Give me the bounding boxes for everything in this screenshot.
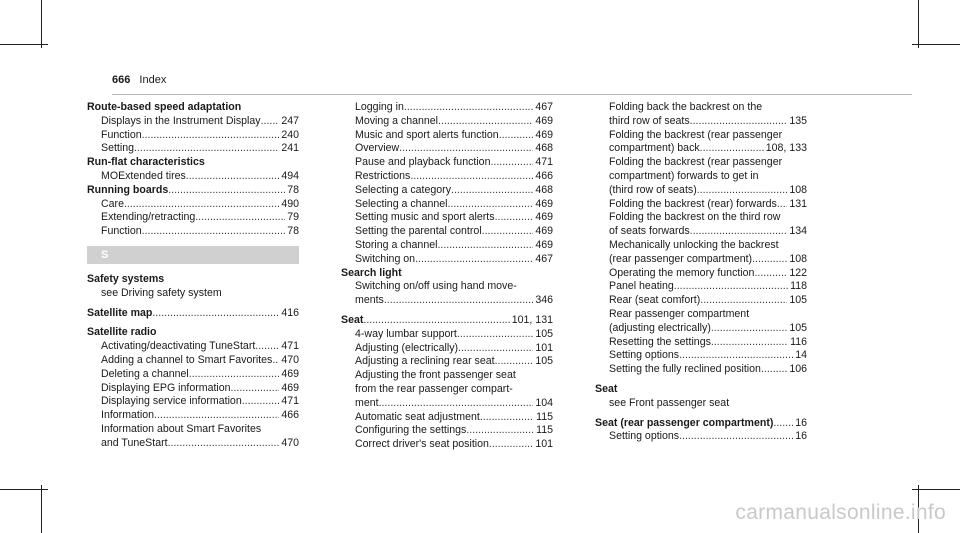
leader-dots: [231, 382, 280, 396]
leader-dots: [711, 336, 788, 350]
page-ref: 16: [795, 416, 807, 429]
leader-dots: [674, 280, 788, 294]
entry-text: from the rear passenger compart-: [355, 382, 513, 395]
index-entry[interactable]: [87, 225, 299, 239]
index-entry[interactable]: [341, 115, 553, 129]
leader-dots: [363, 314, 509, 328]
index-entry[interactable]: [595, 184, 807, 198]
index-entry[interactable]: [341, 170, 553, 184]
index-sublist: [87, 198, 299, 239]
watermark: carmanualsonline.info: [735, 501, 946, 524]
index-entry[interactable]: [341, 355, 553, 369]
index-entry[interactable]: [595, 417, 807, 431]
entry-text: Folding the backrest (rear passenger: [609, 156, 783, 169]
entry-text: Function: [101, 225, 142, 238]
leader-dots: [679, 349, 793, 363]
leader-dots: [495, 355, 534, 369]
leader-dots: [679, 430, 793, 444]
index-column-2: [341, 101, 553, 452]
page-ref: 470: [281, 436, 299, 449]
entry-text: Adjusting a reclining rear seat: [355, 355, 495, 368]
page-ref: 469: [281, 367, 299, 380]
index-entry[interactable]: [341, 253, 553, 267]
page-ref: 108: [789, 183, 807, 196]
leader-dots: [690, 115, 788, 129]
index-entry[interactable]: [341, 198, 553, 212]
leader-dots: [384, 294, 533, 308]
index-entry[interactable]: [341, 142, 553, 156]
entry-text: (third row of seats): [609, 183, 697, 196]
leader-dots: [437, 239, 533, 253]
page-ref: 471: [281, 395, 299, 408]
index-sublist: [341, 411, 553, 452]
entry-text: Information: [101, 409, 154, 422]
leader-dots: [168, 184, 285, 198]
entry-text: 4-way lumbar support: [355, 327, 457, 340]
entry-text: compartment) forwards to get in: [609, 169, 759, 182]
entry-text: Seat (rear passenger compartment): [595, 416, 774, 429]
page-ref: 108: [789, 252, 807, 265]
page-ref: 115: [536, 424, 553, 437]
entry-text: Configuring the settings: [355, 424, 467, 437]
page-ref: 115: [536, 410, 553, 423]
page-number: 666: [112, 74, 131, 86]
leader-dots: [168, 437, 280, 451]
page-ref: 416: [281, 306, 299, 319]
page-ref: 346: [535, 294, 553, 307]
page-ref: 469: [535, 211, 553, 224]
page-ref: 79: [287, 211, 299, 224]
leader-dots: [447, 198, 533, 212]
entry-text: Rear (seat comfort): [609, 294, 701, 307]
index-sublist: [341, 101, 553, 267]
entry-text: Setting the parental control: [355, 225, 482, 238]
index-entry[interactable]: [87, 395, 299, 409]
entry-text: Setting music and sport alerts: [355, 211, 495, 224]
leader-dots: [752, 253, 787, 267]
leader-dots: [700, 294, 787, 308]
page-ref: 14: [795, 349, 807, 362]
page-ref: 471: [281, 340, 299, 353]
index-entry[interactable]: [595, 198, 807, 212]
index-heading: Run-flat characteristics: [87, 156, 205, 169]
leader-dots: [438, 115, 533, 129]
page-ref: 241: [281, 142, 299, 155]
entry-text: Folding the backrest (rear passenger: [609, 128, 783, 141]
index-entry[interactable]: [595, 294, 807, 308]
index-entry[interactable]: [341, 411, 553, 425]
index-heading: Search light: [341, 266, 402, 279]
entry-text: Storing a channel: [355, 238, 438, 251]
entry-text: Selecting a channel: [355, 197, 448, 210]
page-ref: 134: [789, 225, 807, 238]
index-entry[interactable]: [341, 342, 553, 356]
page-ref: 490: [281, 197, 299, 210]
page-ref: 101: [535, 438, 553, 451]
index-entry[interactable]: [595, 363, 807, 377]
leader-dots: [195, 211, 285, 225]
entry-text: Folding the backrest (rear) forwards: [609, 197, 777, 210]
leader-dots: [777, 198, 788, 212]
index-entry[interactable]: [341, 129, 553, 143]
entry-text: Overview: [355, 142, 400, 155]
index-entry[interactable]: [87, 382, 299, 396]
index-entry[interactable]: [595, 349, 807, 363]
page-ref: 469: [535, 114, 553, 127]
see-reference[interactable]: see Driving safety system: [101, 286, 222, 299]
entry-text: Information about Smart Favorites: [101, 422, 262, 435]
leader-dots: [480, 411, 534, 425]
entry-text: compartment) back: [609, 142, 700, 155]
leader-dots: [697, 184, 788, 198]
page-ref: 469: [535, 197, 553, 210]
leader-dots: [399, 142, 533, 156]
crop-mark: [41, 485, 42, 533]
entry-text: Panel heating: [609, 280, 674, 293]
page-ref: 468: [535, 183, 553, 196]
index-entry[interactable]: [595, 336, 807, 350]
page-ref: 116: [790, 335, 807, 348]
page-ref: 78: [287, 225, 299, 238]
page-ref: 467: [535, 101, 553, 113]
leader-dots: [690, 225, 788, 239]
index-entry[interactable]: [341, 314, 553, 328]
index-entry[interactable]: [87, 354, 299, 368]
page-ref: 467: [535, 252, 553, 265]
leader-dots: [186, 170, 280, 184]
index-column-3: [595, 101, 807, 444]
page-ref: 135: [789, 114, 807, 127]
index-entry[interactable]: [341, 397, 553, 411]
entry-text: of seats forwards: [609, 225, 690, 238]
index-entry[interactable]: [341, 424, 553, 438]
page-ref: 471: [535, 156, 553, 169]
leader-dots: [754, 267, 787, 281]
entry-text: Extending/retracting: [101, 211, 196, 224]
index-entry[interactable]: [87, 340, 299, 354]
entry-text: Mechanically unlocking the backrest: [609, 238, 779, 251]
entry-text: Music and sport alerts function: [355, 128, 499, 141]
leader-dots: [410, 170, 533, 184]
index-entry[interactable]: [341, 211, 553, 225]
leader-dots: [711, 322, 787, 336]
leader-dots: [272, 354, 279, 368]
entry-text: ments: [355, 294, 384, 307]
index-entry[interactable]: [87, 142, 299, 156]
page-ref: 494: [281, 169, 299, 182]
entry-text: ment: [355, 396, 379, 409]
leader-dots: [134, 142, 279, 156]
index-column-1: [87, 101, 299, 451]
entry-text: (adjusting electrically): [609, 321, 711, 334]
page-ref: 16: [795, 430, 807, 443]
entry-text: Satellite map: [87, 306, 153, 319]
entry-text: Displays in the Instrument Display: [101, 114, 261, 127]
entry-text: Seat: [341, 313, 364, 326]
entry-text: Switching on/off using hand move-: [355, 280, 517, 293]
index-entry[interactable]: [595, 115, 807, 129]
entry-text: Resetting the settings: [609, 335, 711, 348]
page-ref: 466: [281, 409, 299, 422]
page-ref: 466: [535, 169, 553, 182]
index-sublist: [595, 430, 807, 444]
entry-text: Pause and playback function: [355, 156, 491, 169]
page-ref: 108, 133: [765, 142, 807, 155]
page-ref: 118: [790, 280, 807, 293]
leader-dots: [379, 397, 534, 411]
index-entry[interactable]: [341, 101, 553, 115]
index-entry[interactable]: [341, 328, 553, 342]
index-sublist: [87, 170, 299, 184]
leader-dots: [189, 368, 280, 382]
leader-dots: [142, 225, 286, 239]
entry-text: Logging in: [355, 101, 404, 113]
leader-dots: [499, 129, 534, 143]
entry-text: Displaying EPG information: [101, 381, 231, 394]
crop-mark: [912, 489, 960, 490]
entry-text: Adjusting (electrically): [355, 341, 459, 354]
index-sublist: [341, 328, 553, 369]
leader-dots: [415, 253, 533, 267]
entry-text: third row of seats: [609, 114, 690, 127]
entry-text: Selecting a category: [355, 183, 451, 196]
index-entry[interactable]: [87, 368, 299, 382]
entry-text: Care: [101, 197, 124, 210]
page-ref: 105: [789, 294, 807, 307]
leader-dots: [124, 198, 279, 212]
entry-text: Activating/deactivating TuneStart: [101, 340, 256, 353]
entry-text: Adjusting the front passenger seat: [355, 369, 516, 382]
crop-mark: [918, 0, 919, 48]
entry-text: Folding the backrest on the third row: [609, 211, 781, 224]
entry-text: Setting options: [609, 349, 680, 362]
page-ref: 131: [789, 197, 807, 210]
leader-dots: [490, 156, 533, 170]
leader-dots: [458, 342, 533, 356]
page-header: [112, 74, 166, 86]
index-sublist: [87, 115, 299, 156]
page-ref: 470: [281, 353, 299, 366]
index-entry[interactable]: [87, 184, 299, 198]
entry-text: and TuneStart: [101, 436, 168, 449]
page-ref: 105: [535, 327, 553, 340]
index-entry[interactable]: [87, 115, 299, 129]
crop-mark: [912, 44, 960, 45]
leader-dots: [242, 395, 280, 409]
index-entry[interactable]: [341, 225, 553, 239]
entry-text: Operating the memory function: [609, 266, 755, 279]
leader-dots: [761, 363, 787, 377]
letter-section-bar: S: [87, 246, 299, 264]
entry-text: Setting the fully reclined position: [609, 363, 761, 376]
entry-text: Automatic seat adjustment: [355, 410, 480, 423]
index-sublist: [87, 340, 299, 423]
page-title: Index: [139, 74, 167, 86]
index-heading: Safety systems: [87, 272, 165, 285]
leader-dots: [457, 328, 533, 342]
entry-text: Displaying service information: [101, 395, 242, 408]
index-entry[interactable]: [595, 430, 807, 444]
entry-text: Adding a channel to Smart Favorites: [101, 353, 273, 366]
page-ref: 469: [535, 225, 553, 238]
leader-dots: [261, 115, 280, 129]
entry-text: Switching on: [355, 252, 416, 265]
index-entry[interactable]: [595, 280, 807, 294]
see-reference[interactable]: see Front passenger seat: [609, 396, 730, 409]
leader-dots: [700, 142, 764, 156]
page-ref: 247: [281, 114, 299, 127]
index-entry[interactable]: [341, 294, 553, 308]
leader-dots: [154, 409, 279, 423]
leader-dots: [152, 307, 279, 321]
entry-text: Deleting a channel: [101, 367, 189, 380]
index-entry[interactable]: [341, 184, 553, 198]
entry-text: Restrictions: [355, 169, 411, 182]
page-ref: 469: [281, 381, 299, 394]
index-entry[interactable]: [87, 198, 299, 212]
page-ref: 106: [789, 363, 807, 376]
index-entry[interactable]: [87, 211, 299, 225]
index-heading: Route-based speed adaptation: [87, 101, 242, 113]
entry-text: MOExtended tires: [101, 169, 186, 182]
index-entry[interactable]: [595, 225, 807, 239]
index-sublist: [595, 267, 807, 308]
index-entry[interactable]: [595, 253, 807, 267]
leader-dots: [255, 340, 279, 354]
leader-dots: [404, 101, 533, 115]
index-entry[interactable]: [341, 438, 553, 452]
leader-dots: [142, 129, 280, 143]
index-heading: Seat: [595, 382, 618, 395]
entry-text: Folding back the backrest on the: [609, 101, 763, 113]
entry-text: Correct driver's seat position: [355, 438, 489, 451]
page-ref: 105: [789, 321, 807, 334]
entry-text: (rear passenger compartment): [609, 252, 753, 265]
page-ref: 105: [535, 355, 553, 368]
leader-dots: [773, 417, 793, 431]
entry-text: Rear passenger compartment: [609, 307, 750, 320]
page-ref: 101, 131: [511, 313, 553, 326]
index-entry[interactable]: [87, 437, 299, 451]
index-entry[interactable]: [87, 170, 299, 184]
index-entry[interactable]: [595, 322, 807, 336]
leader-dots: [489, 438, 533, 452]
page-ref: 101: [535, 341, 553, 354]
crop-mark: [41, 0, 42, 48]
entry-text: Setting options: [609, 430, 680, 443]
index-entry[interactable]: [595, 267, 807, 281]
page-ref: 468: [535, 142, 553, 155]
leader-dots: [451, 184, 533, 198]
page-ref: 240: [281, 128, 299, 141]
page-ref: 469: [535, 238, 553, 251]
header-rule: [112, 94, 912, 95]
entry-text: Running boards: [87, 183, 169, 196]
page-ref: 122: [789, 266, 807, 279]
leader-dots: [466, 424, 534, 438]
leader-dots: [482, 225, 534, 239]
entry-text: Setting: [101, 142, 134, 155]
index-entry[interactable]: [595, 142, 807, 156]
page-ref: 104: [535, 396, 553, 409]
index-entry[interactable]: [87, 409, 299, 423]
page-ref: 469: [535, 128, 553, 141]
index-sublist: [595, 336, 807, 377]
index-entry[interactable]: [341, 239, 553, 253]
entry-text: Function: [101, 128, 142, 141]
index-entry[interactable]: [341, 156, 553, 170]
entry-text: Moving a channel: [355, 114, 439, 127]
index-heading: Satellite radio: [87, 326, 157, 339]
leader-dots: [495, 211, 534, 225]
page-ref: 78: [287, 183, 299, 196]
index-entry[interactable]: [87, 307, 299, 321]
index-entry[interactable]: [87, 129, 299, 143]
